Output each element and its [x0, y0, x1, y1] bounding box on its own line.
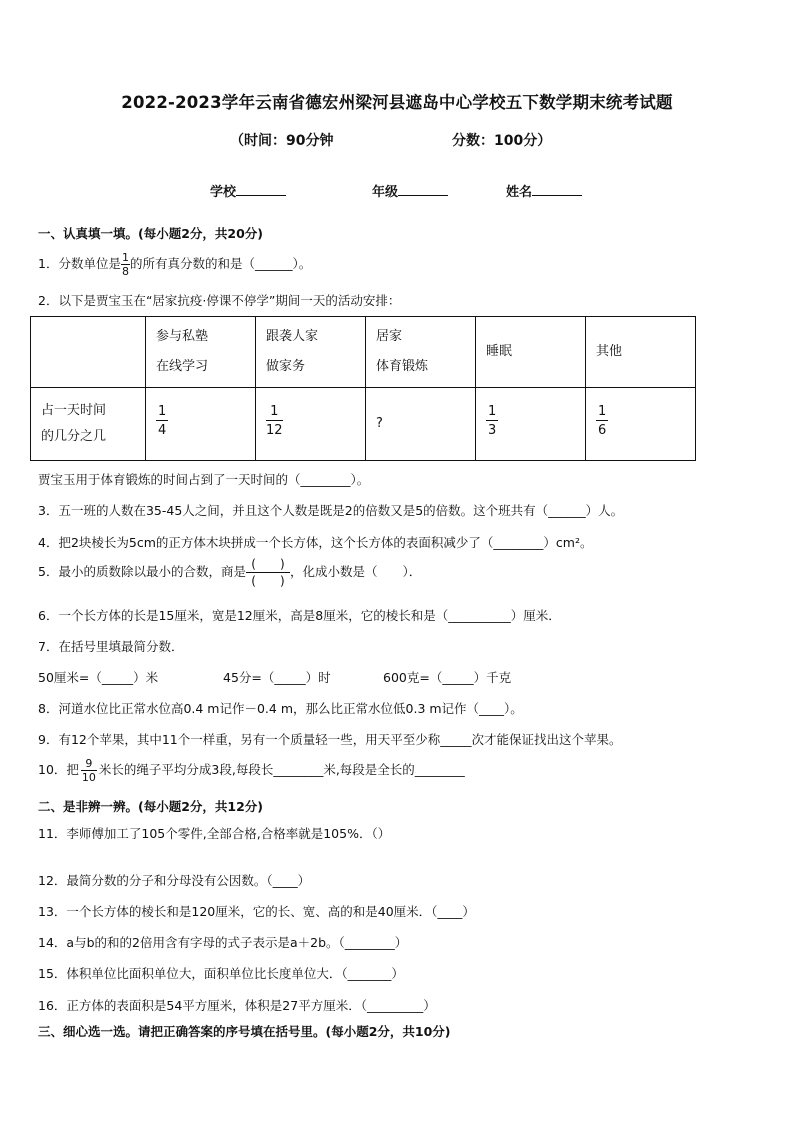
table-corner-cell: [31, 317, 146, 388]
table-cell: $\frac{1}{3}$: [476, 388, 586, 461]
exam-time: （时间：90分钟: [230, 133, 334, 149]
question-9: 9．有12个苹果，其中11个一样重，另有一个质量轻一些，用天平至少称_____次才能保证找出这个苹果。: [38, 732, 622, 747]
question-11: 11．李师傅加工了105个零件,全部合格,合格率就是105%．（）: [38, 826, 391, 841]
table-header-cell: 跟袭人家 做家务: [256, 317, 366, 388]
name-blank[interactable]: [532, 183, 582, 196]
question-12: 12．最简分数的分子和分母没有公因数。（____）: [38, 873, 311, 888]
table-row: [31, 388, 696, 461]
page-title: 2022-2023学年云南省德宏州梁河县遮岛中心学校五下数学期末统考试题: [121, 93, 673, 112]
question-1: 1．分数单位是 $\frac{1}{8}$ 的所有真分数的和是（______）。: [38, 251, 312, 278]
section-1-heading: 一、认真填一填。(每小题2分，共20分): [38, 226, 264, 241]
question-5: 5．最小的质数除以最小的合数，商是 ( ) ( ) ，化成小数是（ ）．: [38, 557, 422, 588]
section-2-heading: 二、是非辨一辨。(每小题2分，共12分): [38, 799, 264, 814]
table-header-row: [31, 317, 696, 388]
question-8: 8．河道水位比正常水位高0.4 m记作－0.4 m，那么比正常水位低0.3 m记作（____）。: [38, 701, 523, 716]
table-header-cell: 参与私塾 在线学习: [146, 317, 256, 388]
section-3-heading: 三、细心选一选。请把正确答案的序号填在括号里。(每小题2分，共10分): [38, 1024, 451, 1039]
table-header-cell: 睡眠: [476, 317, 586, 388]
table-cell: $\frac{1}{6}$: [586, 388, 696, 461]
fraction: $\frac{1}{8}$: [121, 251, 129, 278]
grade-field: [372, 181, 448, 200]
table-cell: $\frac{1}{12}$: [256, 388, 366, 461]
question-2-followup: 贾宝玉用于体育锻炼的时间占到了一天时间的（________）。: [38, 472, 370, 487]
school-blank[interactable]: [236, 183, 286, 196]
grade-blank[interactable]: [398, 183, 448, 196]
name-field: [506, 181, 582, 200]
activity-table: [30, 316, 696, 461]
table-header-cell: 居家 体育锻炼: [366, 317, 476, 388]
name-label: 姓名: [506, 185, 533, 200]
school-label: 学校: [210, 185, 237, 200]
table-cell-unknown[interactable]: ?: [366, 388, 476, 461]
exam-score: 分数：100分）: [452, 133, 552, 149]
question-7: 7．在括号里填最简分数．: [38, 639, 184, 654]
question-13: 13．一个长方体的棱长和是120厘米，它的长、宽、高的和是40厘米．（____）: [38, 904, 475, 919]
fraction: $\frac{9}{10}$: [81, 757, 96, 784]
question-6: 6．一个长方体的长是15厘米，宽是12厘米，高是8厘米，它的棱长和是（__________）厘米．: [38, 608, 561, 623]
table-header-cell: 其他: [586, 317, 696, 388]
question-7b: 45分=（_____）时: [223, 670, 331, 685]
grade-label: 年级: [372, 185, 399, 200]
table-cell: $\frac{1}{4}$: [146, 388, 256, 461]
question-2: 2．以下是贾宝玉在“居家抗疫·停课不停学”期间一天的活动安排：: [38, 293, 401, 308]
table-row-label: 占一天时间 的几分之几: [31, 388, 146, 461]
question-7a: 50厘米=（_____）米: [38, 670, 159, 685]
question-14: 14．a与b的和的2倍用含有字母的式子表示是a＋2b。（________）: [38, 935, 408, 950]
question-15: 15．体积单位比面积单位大，面积单位比长度单位大．（_______）: [38, 966, 404, 981]
school-field: [210, 181, 286, 200]
question-16: 16．正方体的表面积是54平方厘米，体积是27平方厘米．（_________）: [38, 998, 436, 1013]
question-3: 3．五一班的人数在35-45人之间，并且这个人数是既是2的倍数又是5的倍数。这个班共有（______）人。: [38, 503, 624, 518]
fraction-blank[interactable]: ( ) ( ): [246, 558, 290, 587]
question-10: 10．把 $\frac{9}{10}$ 米长的绳子平均分成3段,每段长________米,每段是全长的________: [38, 757, 465, 784]
question-7c: 600克=（_____）千克: [383, 670, 512, 685]
question-4: 4．把2块棱长为5cm的正方体木块拼成一个长方体，这个长方体的表面积减少了（________）cm²。: [38, 535, 593, 550]
